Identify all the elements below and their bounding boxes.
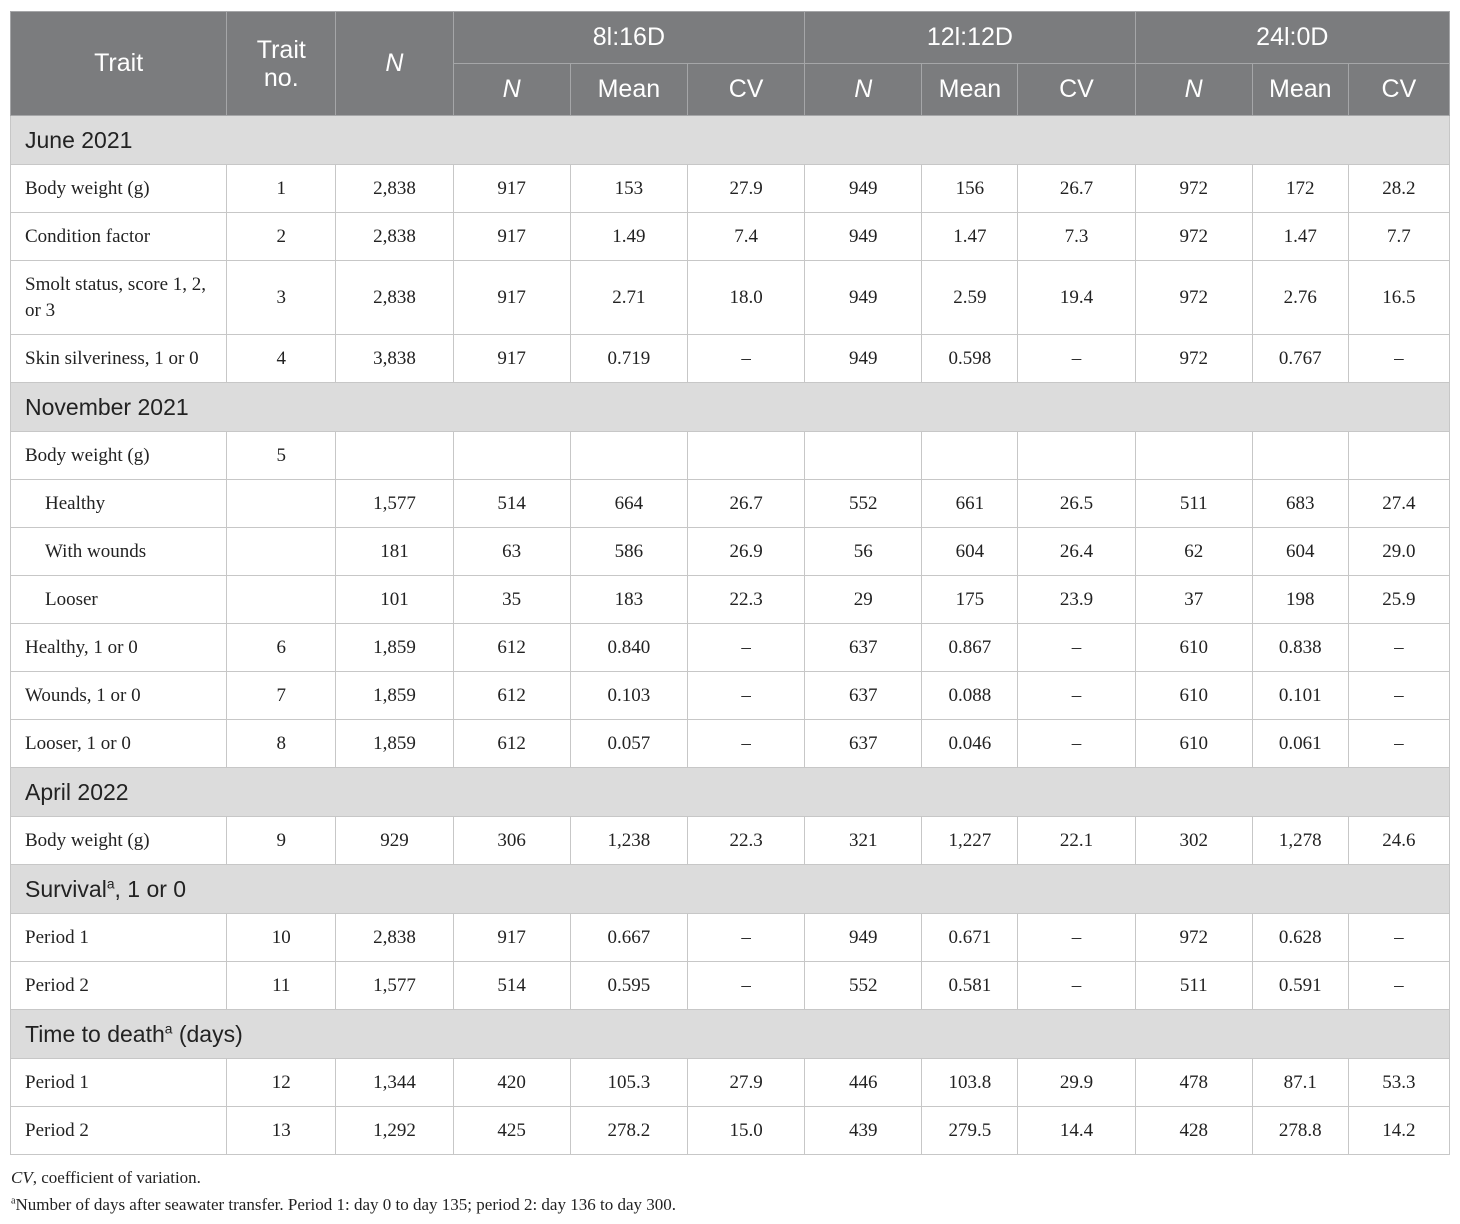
total-n-cell: 1,344 [336,1059,453,1107]
header-sub-n: N [805,64,922,116]
n-cell: 428 [1135,1107,1252,1155]
trait-no-cell: 2 [227,213,336,261]
mean-cell: 1,227 [922,817,1018,865]
mean-cell: 278.8 [1252,1107,1348,1155]
mean-cell: 279.5 [922,1107,1018,1155]
trait-no-cell: 9 [227,817,336,865]
header-sub-mean: Mean [1252,64,1348,116]
n-cell: 302 [1135,817,1252,865]
mean-cell [922,432,1018,480]
total-n-cell: 1,859 [336,720,453,768]
trait-label: Body weight (g) [11,817,227,865]
n-cell: 949 [805,335,922,383]
cv-cell: – [1018,335,1135,383]
section-title-suffix: (days) [172,1020,243,1047]
mean-cell: 198 [1252,576,1348,624]
cv-cell: – [687,335,804,383]
header-group: 24l:0D [1135,12,1449,64]
cv-cell: 26.7 [687,480,804,528]
trait-label: Skin silveriness, 1 or 0 [11,335,227,383]
table-row [11,817,1450,865]
cv-cell: 27.4 [1348,480,1449,528]
cv-cell: – [687,914,804,962]
header-group: 8l:16D [453,12,805,64]
cv-cell: 22.1 [1018,817,1135,865]
trait-label: Wounds, 1 or 0 [11,672,227,720]
trait-label: Body weight (g) [11,165,227,213]
header-group: 12l:12D [805,12,1135,64]
total-n-cell: 2,838 [336,213,453,261]
total-n-cell: 1,859 [336,624,453,672]
cv-cell: – [1348,624,1449,672]
cv-cell: 14.2 [1348,1107,1449,1155]
table-row [11,1059,1450,1107]
cv-cell: – [1018,720,1135,768]
section-title-text: April 2022 [25,778,129,805]
section-title-text: June 2021 [25,126,133,153]
trait-label: Period 1 [11,914,227,962]
mean-cell: 0.671 [922,914,1018,962]
header-trait-no [227,12,336,116]
n-cell: 63 [453,528,570,576]
n-cell: 917 [453,213,570,261]
total-n-cell: 1,859 [336,672,453,720]
total-n-cell: 1,577 [336,962,453,1010]
cv-cell: 26.5 [1018,480,1135,528]
n-cell: 949 [805,261,922,335]
n-cell: 446 [805,1059,922,1107]
n-cell: 949 [805,165,922,213]
total-n-cell: 3,838 [336,335,453,383]
header-trait-no-text: Trait no. [256,35,306,92]
n-cell: 610 [1135,720,1252,768]
trait-label: Looser, 1 or 0 [11,720,227,768]
mean-cell: 604 [1252,528,1348,576]
trait-no-cell: 6 [227,624,336,672]
n-cell: 35 [453,576,570,624]
cv-cell: 53.3 [1348,1059,1449,1107]
section-title-text: Time to death [25,1020,165,1047]
mean-cell: 0.101 [1252,672,1348,720]
trait-label: Period 1 [11,1059,227,1107]
table-row [11,720,1450,768]
cv-cell: – [1018,914,1135,962]
n-cell: 306 [453,817,570,865]
trait-label: Body weight (g) [11,432,227,480]
mean-cell: 0.867 [922,624,1018,672]
cv-cell: 15.0 [687,1107,804,1155]
cv-cell: – [1348,335,1449,383]
cv-cell: 7.4 [687,213,804,261]
total-n-cell: 2,838 [336,914,453,962]
mean-cell: 0.103 [570,672,687,720]
total-n-cell: 929 [336,817,453,865]
footnote-a [11,1191,676,1218]
n-cell: 949 [805,914,922,962]
n-cell: 511 [1135,480,1252,528]
cv-cell: – [687,672,804,720]
n-cell: 637 [805,720,922,768]
mean-cell: 1.49 [570,213,687,261]
section-title [11,865,1450,914]
n-cell: 637 [805,672,922,720]
table-row [11,672,1450,720]
n-cell: 56 [805,528,922,576]
mean-cell: 103.8 [922,1059,1018,1107]
traits-table [10,11,1450,1155]
mean-cell: 2.59 [922,261,1018,335]
cv-cell: 26.9 [687,528,804,576]
cv-cell: – [1348,720,1449,768]
cv-cell: 23.9 [1018,576,1135,624]
mean-cell: 172 [1252,165,1348,213]
header-sub-mean: Mean [922,64,1018,116]
mean-cell: 604 [922,528,1018,576]
table-row [11,528,1450,576]
n-cell [1135,432,1252,480]
n-cell: 37 [1135,576,1252,624]
n-cell: 610 [1135,624,1252,672]
cv-cell [687,432,804,480]
mean-cell: 0.057 [570,720,687,768]
cv-cell: 22.3 [687,817,804,865]
n-cell: 321 [805,817,922,865]
n-cell [805,432,922,480]
trait-no-cell: 4 [227,335,336,383]
cv-cell: 28.2 [1348,165,1449,213]
cv-cell: 26.7 [1018,165,1135,213]
mean-cell: 0.595 [570,962,687,1010]
section-title [11,1010,1450,1059]
cv-cell: 29.0 [1348,528,1449,576]
table-row [11,1107,1450,1155]
n-cell: 972 [1135,335,1252,383]
cv-cell: 14.4 [1018,1107,1135,1155]
mean-cell: 0.061 [1252,720,1348,768]
mean-cell: 0.591 [1252,962,1348,1010]
table-header [11,12,1450,116]
mean-cell: 87.1 [1252,1059,1348,1107]
n-cell: 972 [1135,914,1252,962]
mean-cell: 183 [570,576,687,624]
total-n-cell: 181 [336,528,453,576]
total-n-cell: 1,292 [336,1107,453,1155]
n-cell: 917 [453,165,570,213]
cv-cell: – [1348,672,1449,720]
cv-cell: – [687,624,804,672]
trait-label: Healthy [11,480,227,528]
total-n-cell [336,432,453,480]
n-cell: 612 [453,624,570,672]
section-row [11,768,1450,817]
n-cell: 610 [1135,672,1252,720]
n-cell: 917 [453,914,570,962]
total-n-cell: 101 [336,576,453,624]
mean-cell: 0.838 [1252,624,1348,672]
section-title-text: November 2021 [25,393,189,420]
cv-cell: 16.5 [1348,261,1449,335]
table-row [11,165,1450,213]
n-cell: 439 [805,1107,922,1155]
cv-cell: 7.7 [1348,213,1449,261]
header-sub-n: N [453,64,570,116]
table-container [10,11,1450,1155]
mean-cell: 0.667 [570,914,687,962]
cv-cell: 29.9 [1018,1059,1135,1107]
mean-cell: 156 [922,165,1018,213]
footnote-abbr-def: , coefficient of variation. [32,1168,201,1187]
section-title-sup: a [106,875,115,891]
cv-cell: – [1018,624,1135,672]
table-row [11,432,1450,480]
n-cell: 917 [453,261,570,335]
mean-cell: 0.719 [570,335,687,383]
trait-no-cell: 8 [227,720,336,768]
mean-cell [570,432,687,480]
cv-cell: 7.3 [1018,213,1135,261]
mean-cell: 0.840 [570,624,687,672]
mean-cell: 0.046 [922,720,1018,768]
cv-cell: – [1348,962,1449,1010]
n-cell: 612 [453,672,570,720]
footnote-marker: a [11,1195,16,1207]
cv-cell: 22.3 [687,576,804,624]
cv-cell: 27.9 [687,1059,804,1107]
table-row [11,335,1450,383]
n-cell: 972 [1135,213,1252,261]
total-n-cell: 2,838 [336,165,453,213]
section-title [11,383,1450,432]
table-row [11,962,1450,1010]
header-trait: Trait [11,12,227,116]
section-title [11,768,1450,817]
header-sub-cv: CV [1348,64,1449,116]
mean-cell: 664 [570,480,687,528]
trait-no-cell: 5 [227,432,336,480]
cv-cell: 27.9 [687,165,804,213]
trait-no-cell [227,576,336,624]
mean-cell: 1,238 [570,817,687,865]
trait-label: Period 2 [11,962,227,1010]
n-cell: 29 [805,576,922,624]
header-sub-n: N [1135,64,1252,116]
n-cell: 612 [453,720,570,768]
mean-cell: 0.581 [922,962,1018,1010]
cv-cell: 19.4 [1018,261,1135,335]
trait-label: With wounds [11,528,227,576]
mean-cell: 661 [922,480,1018,528]
n-cell: 949 [805,213,922,261]
section-title-sup: a [164,1020,173,1036]
mean-cell: 0.598 [922,335,1018,383]
mean-cell: 1.47 [922,213,1018,261]
mean-cell: 2.71 [570,261,687,335]
header-sub-cv: CV [1018,64,1135,116]
n-cell [453,432,570,480]
mean-cell: 105.3 [570,1059,687,1107]
header-sub-cv: CV [687,64,804,116]
trait-no-cell: 1 [227,165,336,213]
cv-cell: – [1018,962,1135,1010]
trait-no-cell [227,528,336,576]
section-row [11,116,1450,165]
trait-no-cell: 11 [227,962,336,1010]
n-cell: 972 [1135,261,1252,335]
cv-cell: – [1348,914,1449,962]
mean-cell: 2.76 [1252,261,1348,335]
table-row [11,261,1450,335]
cv-cell: 26.4 [1018,528,1135,576]
trait-no-cell: 7 [227,672,336,720]
mean-cell: 1,278 [1252,817,1348,865]
trait-label: Smolt status, score 1, 2, or 3 [11,261,227,335]
trait-no-cell: 13 [227,1107,336,1155]
table-row [11,213,1450,261]
n-cell: 478 [1135,1059,1252,1107]
cv-cell: – [687,962,804,1010]
section-row [11,1010,1450,1059]
trait-label: Condition factor [11,213,227,261]
cv-cell [1018,432,1135,480]
trait-no-cell: 3 [227,261,336,335]
n-cell: 420 [453,1059,570,1107]
n-cell: 425 [453,1107,570,1155]
n-cell: 62 [1135,528,1252,576]
mean-cell: 683 [1252,480,1348,528]
header-n: N [336,12,453,116]
mean-cell: 153 [570,165,687,213]
mean-cell [1252,432,1348,480]
n-cell: 637 [805,624,922,672]
footnote-abbreviation [11,1164,676,1191]
mean-cell: 175 [922,576,1018,624]
cv-cell [1348,432,1449,480]
trait-no-cell [227,480,336,528]
n-cell: 552 [805,962,922,1010]
mean-cell: 278.2 [570,1107,687,1155]
section-row [11,383,1450,432]
trait-no-cell: 12 [227,1059,336,1107]
trait-no-cell: 10 [227,914,336,962]
table-body [11,116,1450,1155]
table-row [11,914,1450,962]
n-cell: 511 [1135,962,1252,1010]
table-row [11,480,1450,528]
footnote-abbr: CV [11,1168,33,1187]
section-title-suffix: , 1 or 0 [114,875,187,902]
footnotes [11,1164,676,1218]
cv-cell: – [687,720,804,768]
section-title-text: Survival [25,875,107,902]
cv-cell: 18.0 [687,261,804,335]
trait-label: Healthy, 1 or 0 [11,624,227,672]
total-n-cell: 1,577 [336,480,453,528]
n-cell: 552 [805,480,922,528]
mean-cell: 0.088 [922,672,1018,720]
section-row [11,865,1450,914]
mean-cell: 1.47 [1252,213,1348,261]
cv-cell: 24.6 [1348,817,1449,865]
trait-label: Looser [11,576,227,624]
n-cell: 972 [1135,165,1252,213]
table-row [11,624,1450,672]
cv-cell: 25.9 [1348,576,1449,624]
mean-cell: 0.628 [1252,914,1348,962]
trait-label: Period 2 [11,1107,227,1155]
total-n-cell: 2,838 [336,261,453,335]
n-cell: 514 [453,480,570,528]
cv-cell: – [1018,672,1135,720]
mean-cell: 0.767 [1252,335,1348,383]
mean-cell: 586 [570,528,687,576]
n-cell: 514 [453,962,570,1010]
header-sub-mean: Mean [570,64,687,116]
table-row [11,576,1450,624]
n-cell: 917 [453,335,570,383]
footnote-text: Number of days after seawater transfer. Period 1: day 0 to day 135; period 2: day 136 to day 300. [15,1195,676,1214]
section-title [11,116,1450,165]
